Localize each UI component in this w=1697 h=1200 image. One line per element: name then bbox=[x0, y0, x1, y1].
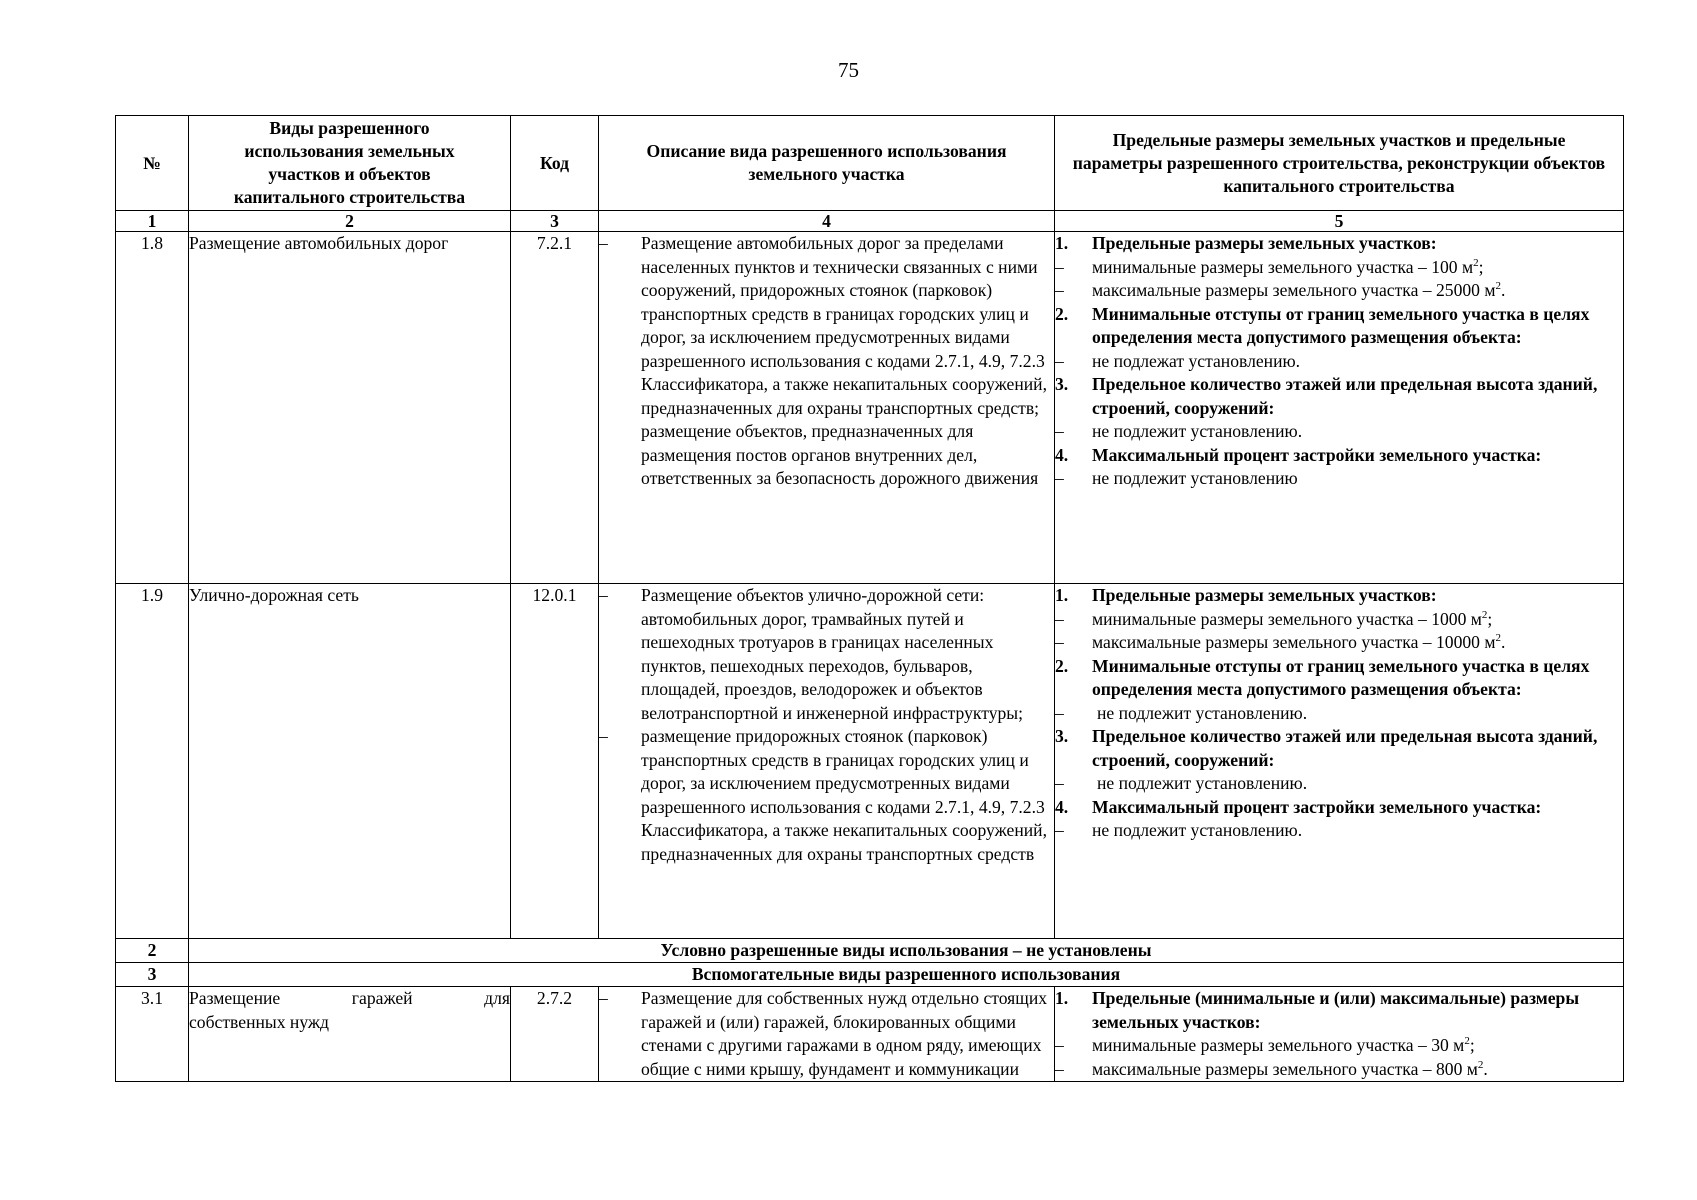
header-desc: Описание вида разрешенного использования земельного участка bbox=[599, 116, 1055, 211]
dash-marker: – bbox=[599, 726, 608, 746]
param-text: максимальные размеры земельного участка – 25000 $м^2$. bbox=[1092, 280, 1506, 300]
param-marker: – bbox=[1055, 468, 1064, 488]
param-text: Предельное количество этажей или предельная высота зданий, строений, сооружений: bbox=[1092, 374, 1598, 418]
use-type-description bbox=[599, 584, 1055, 939]
param-marker: – bbox=[1055, 773, 1064, 793]
param-heading bbox=[1055, 725, 1623, 772]
description-item bbox=[599, 725, 1054, 866]
param-marker: – bbox=[1055, 1035, 1064, 1055]
header-row bbox=[116, 116, 1624, 211]
parameters-cell bbox=[1055, 987, 1624, 1082]
param-text: максимальные размеры земельного участка – 800 $м^2$. bbox=[1092, 1058, 1488, 1079]
param-text: Максимальный процент застройки земельного участка: bbox=[1092, 796, 1542, 817]
param-text: Предельные (минимальные и (или) максимальные) размеры земельных участков: bbox=[1092, 988, 1580, 1032]
section-row bbox=[116, 939, 1624, 963]
param-heading bbox=[1055, 232, 1623, 256]
use-type-name bbox=[189, 987, 511, 1082]
param-marker: – bbox=[1055, 702, 1064, 723]
param-item bbox=[1055, 631, 1623, 655]
param-text: минимальные размеры земельного участка – 30 $м^2$; bbox=[1092, 1035, 1475, 1055]
param-marker: 3. bbox=[1055, 374, 1069, 394]
param-marker: – bbox=[1055, 820, 1064, 840]
section-number: 3 bbox=[116, 963, 189, 987]
header-no: № bbox=[116, 116, 189, 211]
param-text: Минимальные отступы от границ земельного участка в целях определения места допустимого размещения объекта: bbox=[1092, 303, 1590, 347]
param-heading bbox=[1055, 655, 1623, 702]
param-text: Предельные размеры земельных участков: bbox=[1092, 233, 1437, 253]
column-number: 5 bbox=[1055, 211, 1624, 232]
description-item bbox=[599, 232, 1054, 491]
use-type-code: 7.2.1 bbox=[511, 232, 599, 584]
param-marker: 2. bbox=[1055, 655, 1069, 676]
section-title: Вспомогательные виды разрешенного использования bbox=[189, 963, 1624, 987]
param-text: минимальные размеры земельного участка – 1000 $м^2$; bbox=[1092, 608, 1493, 629]
column-number: 3 bbox=[511, 211, 599, 232]
section-number: 2 bbox=[116, 939, 189, 963]
column-number: 2 bbox=[189, 211, 511, 232]
param-marker: 3. bbox=[1055, 726, 1069, 746]
param-item bbox=[1055, 1034, 1623, 1058]
dash-marker: – bbox=[599, 585, 608, 605]
description-text: размещение придорожных стоянок (парковок) транспортных средств в границах городских улиц и дорог, за исключением предусмотренных видами разрешенного использования с кодами 2.7.1, 4.9, 7.2.3 Классификатора, а также некапитальных сооружений, предназначенных для охраны транспортных средств bbox=[641, 726, 1047, 864]
header-name: Виды разрешенного использования земельных участков и объектов капитального строительства bbox=[189, 116, 511, 211]
param-marker: – bbox=[1055, 350, 1064, 371]
param-item bbox=[1055, 1058, 1623, 1082]
description-item bbox=[599, 584, 1054, 725]
param-item bbox=[1055, 350, 1623, 374]
use-type-description bbox=[599, 232, 1055, 584]
param-item bbox=[1055, 608, 1623, 632]
dash-marker: – bbox=[599, 233, 608, 253]
param-marker: 4. bbox=[1055, 444, 1069, 465]
param-heading bbox=[1055, 444, 1623, 468]
description-text: Размещение объектов улично-дорожной сети: автомобильных дорог, трамвайных путей и пешеходных тротуаров в границах населенных пунктов, пешеходных переходов, бульваров, площадей, проездов, велодорожек и объектов велотранспортной и инженерной инфраструктуры; bbox=[641, 585, 1023, 723]
param-item bbox=[1055, 467, 1623, 491]
param-marker: – bbox=[1055, 421, 1064, 441]
param-marker: – bbox=[1055, 608, 1064, 629]
param-text: не подлежат установлению. bbox=[1092, 350, 1301, 371]
use-type-name: Улично-дорожная сеть bbox=[189, 584, 511, 939]
param-marker: – bbox=[1055, 256, 1064, 277]
param-item bbox=[1055, 256, 1623, 280]
regulations-table bbox=[115, 115, 1624, 1082]
param-heading bbox=[1055, 796, 1623, 820]
param-marker: – bbox=[1055, 632, 1064, 652]
parameters-cell bbox=[1055, 232, 1624, 584]
header-code: Код bbox=[511, 116, 599, 211]
param-text: максимальные размеры земельного участка – 10000 $м^2$. bbox=[1092, 632, 1506, 652]
column-numbers-row bbox=[116, 211, 1624, 232]
dash-marker: – bbox=[599, 988, 608, 1008]
parameters-cell bbox=[1055, 584, 1624, 939]
param-text: не подлежит установлению bbox=[1092, 468, 1298, 488]
param-text: Максимальный процент застройки земельного участка: bbox=[1092, 444, 1542, 465]
param-item bbox=[1055, 772, 1623, 796]
description-text: Размещение для собственных нужд отдельно стоящих гаражей и (или) гаражей, блокированных общими стенами с другими гаражами в одном ряду, имеющих общие с ними крышу, фундамент и коммуникации bbox=[641, 988, 1048, 1079]
param-text: не подлежит установлению. bbox=[1092, 421, 1303, 441]
param-text: Минимальные отступы от границ земельного участка в целях определения места допустимого размещения объекта: bbox=[1092, 655, 1590, 699]
param-marker: 2. bbox=[1055, 303, 1069, 324]
use-type-name-line: собственных нужд bbox=[189, 1011, 330, 1032]
page-number: 75 bbox=[838, 58, 859, 82]
description-item bbox=[599, 987, 1054, 1081]
param-text: не подлежит установлению. bbox=[1097, 773, 1308, 793]
param-marker: 1. bbox=[1055, 233, 1069, 253]
param-heading bbox=[1055, 584, 1623, 608]
param-item bbox=[1055, 279, 1623, 303]
param-text: Предельные размеры земельных участков: bbox=[1092, 585, 1437, 605]
row-number: 3.1 bbox=[116, 987, 189, 1082]
param-heading bbox=[1055, 373, 1623, 420]
param-item bbox=[1055, 420, 1623, 444]
param-marker: – bbox=[1055, 1058, 1064, 1079]
row-number: 1.8 bbox=[116, 232, 189, 584]
table-row bbox=[116, 232, 1624, 584]
param-text: не подлежит установлению. bbox=[1097, 702, 1308, 723]
param-text: минимальные размеры земельного участка – 100 $м^2$; bbox=[1092, 256, 1484, 277]
use-type-name-line: Размещение гаражей для bbox=[189, 988, 510, 1008]
table-row bbox=[116, 987, 1624, 1082]
use-type-code: 2.7.2 bbox=[511, 987, 599, 1082]
param-text: не подлежит установлению. bbox=[1092, 820, 1303, 840]
row-number: 1.9 bbox=[116, 584, 189, 939]
section-title: Условно разрешенные виды использования – не установлены bbox=[189, 939, 1624, 963]
use-type-description bbox=[599, 987, 1055, 1082]
param-heading bbox=[1055, 303, 1623, 350]
column-number: 1 bbox=[116, 211, 189, 232]
param-heading bbox=[1055, 987, 1623, 1034]
param-marker: 1. bbox=[1055, 585, 1069, 605]
param-text: Предельное количество этажей или предельная высота зданий, строений, сооружений: bbox=[1092, 726, 1598, 770]
use-type-code: 12.0.1 bbox=[511, 584, 599, 939]
param-marker: 1. bbox=[1055, 988, 1069, 1008]
table-row bbox=[116, 584, 1624, 939]
param-marker: – bbox=[1055, 280, 1064, 300]
param-item bbox=[1055, 819, 1623, 843]
param-marker: 4. bbox=[1055, 796, 1069, 817]
use-type-name: Размещение автомобильных дорог bbox=[189, 232, 511, 584]
param-item bbox=[1055, 702, 1623, 726]
description-text: Размещение автомобильных дорог за пределами населенных пунктов и технически связанных с ними сооружений, придорожных стоянок (парковок) транспортных средств в границах городских улиц и дорог, за исключением предусмотренных видами разрешенного использования с кодами 2.7.1, 4.9, 7.2.3 Классификатора, а также некапитальных сооружений, предназначенных для охраны транспортных средств; размещение объектов, предназначенных для размещения постов органов внутренних дел, ответственных за безопасность дорожного движения bbox=[641, 233, 1047, 488]
column-number: 4 bbox=[599, 211, 1055, 232]
section-row bbox=[116, 963, 1624, 987]
header-params: Предельные размеры земельных участков и предельные параметры разрешенного строительства, реконструкции объектов капитального строительства bbox=[1055, 116, 1624, 211]
